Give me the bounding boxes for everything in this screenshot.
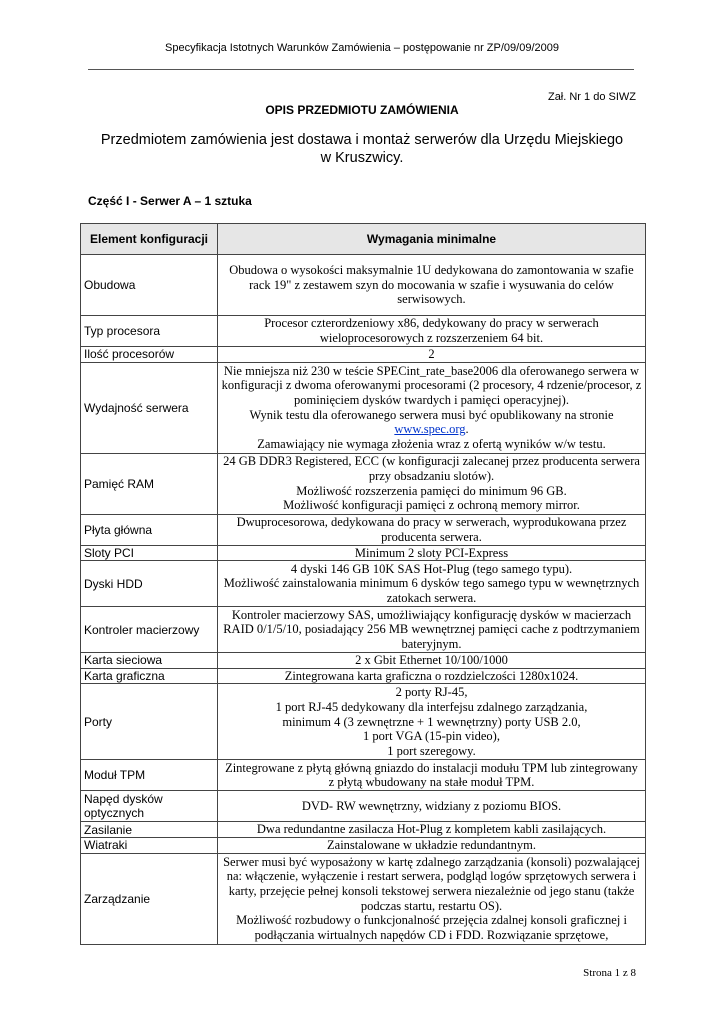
- requirement-cell: [218, 853, 646, 944]
- requirement-text: Możliwość zainstalowania minimum 6 dysków tego samego typu w wewnętrznych zatokach serwera.: [223, 576, 640, 605]
- table-row: [81, 684, 646, 760]
- link-suffix: .: [465, 422, 469, 437]
- requirement-text: 2: [428, 347, 435, 361]
- requirement-cell: [218, 347, 646, 363]
- requirement-cell: [218, 607, 646, 653]
- requirement-text: Serwer musi być wyposażony w kartę zdalnego zarządzania (konsoli) pozwalającej na: włączenie, wyłączenie i restart serwera, podgląd logów sprzętowych serwera i karty, przejęcie pełnej konsoli tekstowej serwera niezależnie od jego stanu (także podczas startu, restartu OS).: [223, 854, 640, 913]
- requirement-text: Zintegrowane z płytą główną gniazdo do instalacji modułu TPM lub zintegrowany z płytą wbudowany na stałe moduł TPM.: [225, 760, 638, 790]
- element-cell: Wiatraki: [81, 837, 218, 853]
- table-row: [81, 362, 646, 453]
- requirement-cell: [218, 668, 646, 684]
- column-header-element: Element konfiguracji: [81, 224, 218, 255]
- element-cell: Płyta główna: [81, 514, 218, 545]
- requirement-text: Procesor czterordzeniowy x86, dedykowany do pracy w serwerach wieloprocesorowych z rozszerzeniem 64 bit.: [264, 316, 599, 345]
- requirement-cell: [218, 822, 646, 838]
- table-row: [81, 791, 646, 822]
- table-row: [81, 653, 646, 669]
- requirement-text: 1 port RJ-45 dedykowany dla interfejsu zdalnego zarządzania,: [275, 699, 588, 714]
- requirement-cell: [218, 561, 646, 607]
- requirement-text: Kontroler macierzowy SAS, umożliwiający konfigurację dysków w macierzach RAID 0/1/5/10, posiadający 256 MB wewnętrznej pamięci cache z podtrzymaniem bateryjnym.: [223, 607, 640, 651]
- table-row: [81, 453, 646, 514]
- requirement-text: Zintegrowana karta graficzna o rozdzielczości 1280x1024.: [284, 668, 579, 683]
- spec-table: [80, 223, 646, 945]
- requirement-text: 1 port szeregowy.: [387, 743, 476, 758]
- requirement-text: 2 porty RJ-45,: [395, 685, 468, 700]
- table-row: [81, 561, 646, 607]
- page-number: Strona 1 z 8: [583, 967, 636, 979]
- element-cell: Ilość procesorów: [81, 347, 218, 363]
- requirement-text: Minimum 2 sloty PCI-Express: [354, 545, 509, 560]
- header-divider: [88, 69, 634, 70]
- requirement-text: Dwa redundantne zasilacza Hot-Plug z kompletem kabli zasilających.: [256, 822, 607, 837]
- element-cell: Karta sieciowa: [81, 653, 218, 669]
- requirement-cell: [218, 255, 646, 316]
- document-title: OPIS PRZEDMIOTU ZAMÓWIENIA: [265, 103, 459, 117]
- element-cell: Obudowa: [81, 255, 218, 316]
- element-cell: Napęd dysków optycznych: [81, 791, 218, 822]
- table-row: [81, 255, 646, 316]
- requirement-text: 24 GB DDR3 Registered, ECC (w konfiguracji zalecanej przez producenta serwera przy obsadzaniu slotów).: [223, 454, 640, 483]
- section-heading: Część I - Serwer A – 1 sztuka: [88, 194, 252, 208]
- element-cell: Typ procesora: [81, 316, 218, 347]
- element-cell: Porty: [81, 684, 218, 760]
- table-header-row: [81, 224, 646, 255]
- table-row: [81, 822, 646, 838]
- element-cell: Wydajność serwera: [81, 362, 218, 453]
- element-cell: Kontroler macierzowy: [81, 607, 218, 653]
- spec-website-link[interactable]: www.spec.org: [394, 422, 466, 437]
- requirement-text: Wynik testu dla oferowanego serwera musi być opublikowany na stronie: [249, 407, 614, 422]
- table-row: [81, 837, 646, 853]
- intro-paragraph: Przedmiotem zamówienia jest dostawa i montaż serwerów dla Urzędu Miejskiego w Kruszwicy.: [100, 132, 624, 166]
- page-header: Specyfikacja Istotnych Warunków Zamówienia – postępowanie nr ZP/09/09/2009: [165, 42, 559, 54]
- element-cell: Zasilanie: [81, 822, 218, 838]
- element-cell: Karta graficzna: [81, 668, 218, 684]
- requirement-text: Możliwość rozszerzenia pamięci do minimum 96 GB.: [296, 483, 567, 498]
- requirement-cell: [218, 362, 646, 453]
- requirement-cell: [218, 791, 646, 822]
- requirement-text: 4 dyski 146 GB 10K SAS Hot-Plug (tego samego typu).: [290, 561, 573, 576]
- element-cell: Pamięć RAM: [81, 453, 218, 514]
- requirement-text: 1 port VGA (15-pin video),: [363, 729, 500, 744]
- table-row: [81, 545, 646, 561]
- table-row: [81, 853, 646, 944]
- element-cell: Moduł TPM: [81, 760, 218, 791]
- requirement-text: 2 x Gbit Ethernet 10/100/1000: [355, 653, 508, 668]
- requirement-cell: [218, 545, 646, 561]
- requirement-cell: [218, 316, 646, 347]
- requirement-text: Nie mniejsza niż 230 w teście SPECint_rate_base2006 dla oferowanego serwera w konfiguracji z dwoma oferowanymi procesorami (2 procesory, 4 rdzenie/procesor, z pominięciem dysków twardych i pamięci operacyjnej).: [221, 363, 642, 407]
- element-cell: Dyski HDD: [81, 561, 218, 607]
- element-cell: Zarządzanie: [81, 853, 218, 944]
- requirement-text: Możliwość konfiguracji pamięci z ochroną memory mirror.: [283, 498, 580, 513]
- table-row: [81, 607, 646, 653]
- requirement-cell: [218, 653, 646, 669]
- requirement-text: Zainstalowane w układzie redundantnym.: [327, 837, 536, 852]
- requirement-cell: [218, 837, 646, 853]
- requirement-cell: [218, 760, 646, 791]
- requirement-text: DVD- RW wewnętrzny, widziany z poziomu BIOS.: [301, 799, 562, 814]
- table-row: [81, 316, 646, 347]
- requirement-text: Obudowa o wysokości maksymalnie 1U dedykowana do zamontowania w szafie rack 19" z zestawem szyn do mocowania w szafie i wysuwania do celów serwisowych.: [229, 263, 634, 307]
- table-row: [81, 668, 646, 684]
- requirement-text: minimum 4 (3 zewnętrzne + 1 wewnętrzny) porty USB 2.0,: [282, 714, 581, 729]
- table-row: [81, 514, 646, 545]
- requirement-text: Możliwość rozbudowy o funkcjonalność przejęcia zdalnej konsoli graficznej i podłączania wirtualnych napędów CD i FDD. Rozwiązanie sprzętowe,: [236, 913, 627, 942]
- element-cell: Sloty PCI: [81, 545, 218, 561]
- requirement-cell: [218, 684, 646, 760]
- table-row: [81, 347, 646, 363]
- requirement-text: Dwuprocesorowa, dedykowana do pracy w serwerach, wyprodukowana przez producenta serwera.: [236, 515, 627, 544]
- requirement-cell: [218, 514, 646, 545]
- column-header-requirements: Wymagania minimalne: [218, 224, 646, 255]
- requirement-text: Zamawiający nie wymaga złożenia wraz z ofertą wyników w/w testu.: [257, 436, 606, 451]
- requirement-cell: [218, 453, 646, 514]
- attachment-label: Zał. Nr 1 do SIWZ: [547, 91, 636, 103]
- table-row: [81, 760, 646, 791]
- requirement-link-line: [221, 422, 642, 437]
